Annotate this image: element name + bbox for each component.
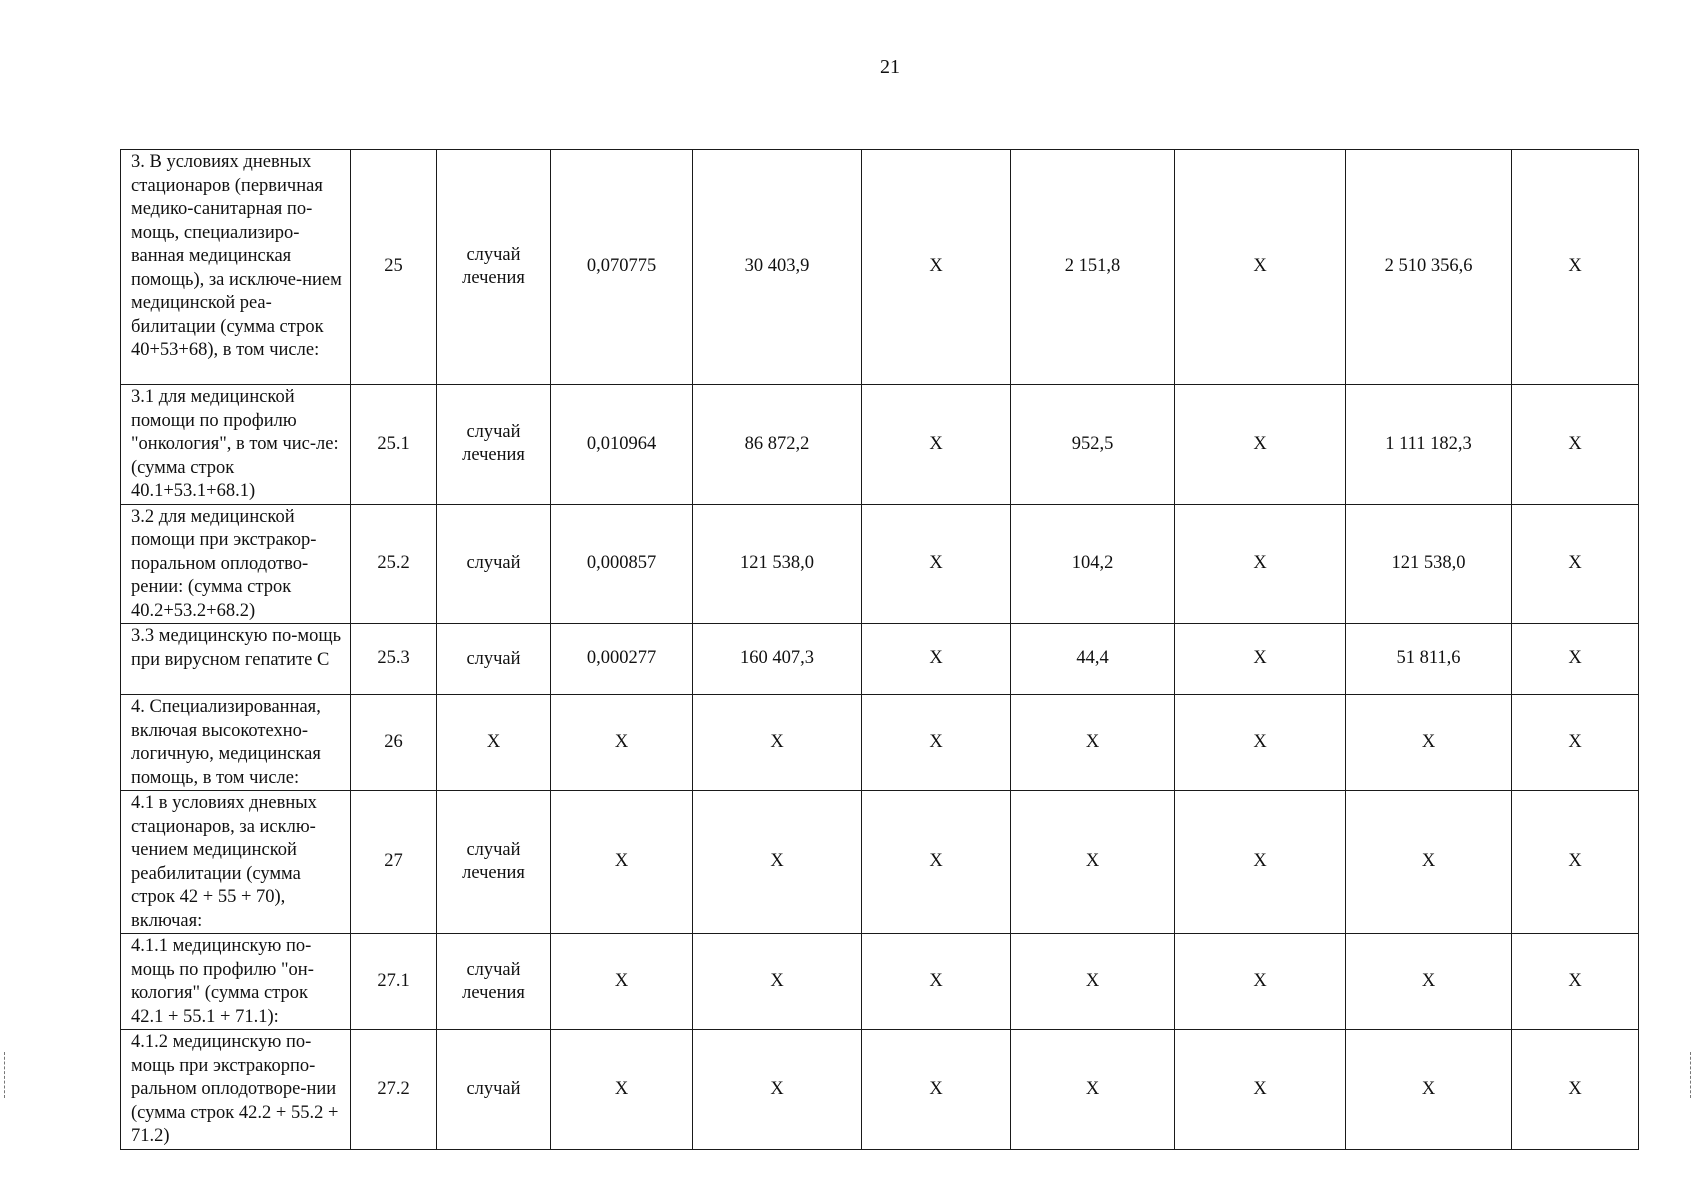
value-cell: 121 538,0: [1346, 504, 1512, 624]
value-cell: X: [551, 1030, 693, 1150]
value-cell: X: [693, 1030, 862, 1150]
value-cell: X: [1346, 1030, 1512, 1150]
value-cell: X: [693, 791, 862, 934]
line-number-cell: 27.1: [351, 934, 437, 1030]
unit-cell: случай лечения: [437, 934, 551, 1030]
unit-cell: X: [437, 695, 551, 791]
value-cell: 2 151,8: [1011, 150, 1175, 385]
value-cell: X: [1512, 1030, 1639, 1150]
unit-cell: случай: [437, 624, 551, 695]
value-cell: X: [1175, 504, 1346, 624]
value-cell: X: [1175, 934, 1346, 1030]
value-cell: X: [1175, 1030, 1346, 1150]
value-cell: X: [862, 504, 1011, 624]
value-cell: X: [1011, 695, 1175, 791]
row-description-cell: 4.1.1 медицинскую по-мощь по профилю "он-кология" (сумма строк 42.1 + 55.1 + 71.1):: [121, 934, 351, 1030]
value-cell: 104,2: [1011, 504, 1175, 624]
table-row: [121, 934, 1639, 1030]
value-cell: X: [1175, 791, 1346, 934]
unit-cell: случай лечения: [437, 791, 551, 934]
value-cell: X: [1346, 791, 1512, 934]
value-cell: X: [1175, 624, 1346, 695]
value-cell: X: [1512, 695, 1639, 791]
value-cell: X: [1512, 504, 1639, 624]
value-cell: X: [862, 695, 1011, 791]
row-description-cell: 3.2 для медицинской помощи при экстракор-поральном оплодотво-рении: (сумма строк 40.2+53.2+68.2): [121, 504, 351, 624]
value-cell: X: [1346, 934, 1512, 1030]
value-cell: X: [551, 695, 693, 791]
scan-edge-mark-left: [4, 1052, 6, 1098]
value-cell: X: [551, 791, 693, 934]
value-cell: X: [1011, 1030, 1175, 1150]
value-cell: 121 538,0: [693, 504, 862, 624]
value-cell: 2 510 356,6: [1346, 150, 1512, 385]
value-cell: X: [1512, 385, 1639, 505]
value-cell: 952,5: [1011, 385, 1175, 505]
budget-norms-table: [120, 149, 1639, 1150]
row-description-cell: 3. В условиях дневных стационаров (первичная медико-санитарная по-мощь, специализиро-ванная медицинская помощь), за исключе-нием медицинской реа-билитации (сумма строк 40+53+68), в том числе:: [121, 150, 351, 385]
value-cell: X: [862, 150, 1011, 385]
table-row: [121, 385, 1639, 505]
value-cell: X: [1175, 695, 1346, 791]
line-number-cell: 27.2: [351, 1030, 437, 1150]
value-cell: X: [693, 695, 862, 791]
value-cell: X: [1011, 791, 1175, 934]
value-cell: X: [1175, 150, 1346, 385]
line-number-cell: 26: [351, 695, 437, 791]
value-cell: 160 407,3: [693, 624, 862, 695]
row-description-cell: 4.1.2 медицинскую по-мощь при экстракорпо-ральном оплодотворе-нии (сумма строк 42.2 + 55.2 + 71.2): [121, 1030, 351, 1150]
table-row: [121, 150, 1639, 385]
line-number-cell: 27: [351, 791, 437, 934]
scan-edge-mark-right: [1690, 1052, 1692, 1098]
value-cell: X: [862, 791, 1011, 934]
value-cell: 0,000277: [551, 624, 693, 695]
value-cell: X: [1512, 934, 1639, 1030]
value-cell: X: [862, 1030, 1011, 1150]
value-cell: 44,4: [1011, 624, 1175, 695]
row-description-cell: 4.1 в условиях дневных стационаров, за исклю-чением медицинской реабилитации (сумма строк 42 + 55 + 70), включая:: [121, 791, 351, 934]
value-cell: X: [862, 934, 1011, 1030]
line-number-cell: 25.1: [351, 385, 437, 505]
value-cell: X: [862, 624, 1011, 695]
unit-cell: случай лечения: [437, 385, 551, 505]
value-cell: X: [862, 385, 1011, 505]
table-row: [121, 624, 1639, 695]
value-cell: 51 811,6: [1346, 624, 1512, 695]
value-cell: 30 403,9: [693, 150, 862, 385]
table-row: [121, 504, 1639, 624]
value-cell: X: [551, 934, 693, 1030]
unit-cell: случай: [437, 1030, 551, 1150]
unit-cell: случай: [437, 504, 551, 624]
row-description-cell: 4. Специализированная, включая высокотехно-логичную, медицинская помощь, в том числе:: [121, 695, 351, 791]
line-number-cell: 25: [351, 150, 437, 385]
table-row: [121, 695, 1639, 791]
value-cell: X: [1512, 624, 1639, 695]
line-number-cell: 25.2: [351, 504, 437, 624]
value-cell: 86 872,2: [693, 385, 862, 505]
value-cell: X: [693, 934, 862, 1030]
value-cell: 1 111 182,3: [1346, 385, 1512, 505]
value-cell: X: [1175, 385, 1346, 505]
row-description-cell: 3.1 для медицинской помощи по профилю "онкология", в том чис-ле: (сумма строк 40.1+53.1+68.1): [121, 385, 351, 505]
value-cell: 0,010964: [551, 385, 693, 505]
value-cell: 0,070775: [551, 150, 693, 385]
value-cell: X: [1512, 150, 1639, 385]
value-cell: X: [1512, 791, 1639, 934]
page-number: 21: [880, 56, 900, 78]
value-cell: X: [1011, 934, 1175, 1030]
row-description-cell: 3.3 медицинскую по-мощь при вирусном гепатите С: [121, 624, 351, 695]
value-cell: X: [1346, 695, 1512, 791]
unit-cell: случай лечения: [437, 150, 551, 385]
value-cell: 0,000857: [551, 504, 693, 624]
table-row: [121, 1030, 1639, 1150]
table-row: [121, 791, 1639, 934]
line-number-cell: 25.3: [351, 624, 437, 695]
